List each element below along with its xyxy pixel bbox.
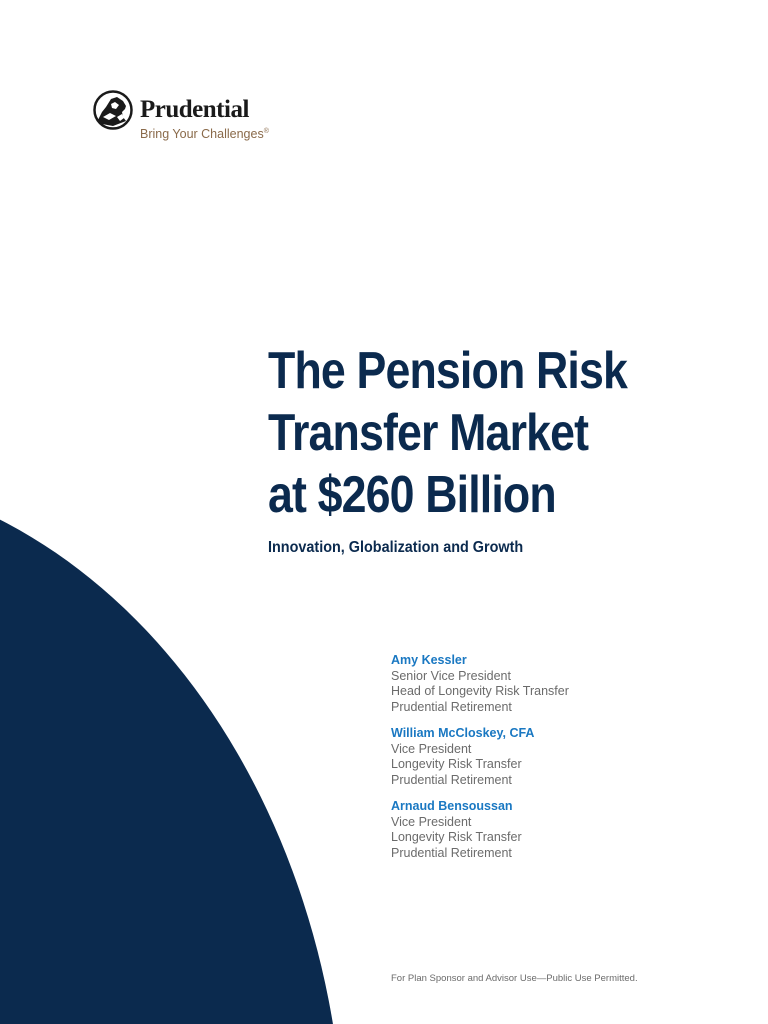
author-name: Arnaud Bensoussan — [391, 799, 513, 813]
author-organization: Prudential Retirement — [391, 772, 512, 787]
author-organization: Prudential Retirement — [391, 845, 512, 860]
document-title — [268, 340, 672, 526]
author-block — [391, 653, 711, 715]
author-role: Longevity Risk Transfer — [391, 757, 522, 771]
author-title: Vice President — [391, 741, 472, 756]
author-name: William McCloskey, CFA — [391, 726, 535, 740]
title-line: Transfer Market — [268, 404, 589, 462]
author-role: Longevity Risk Transfer — [391, 830, 522, 844]
author-title: Senior Vice President — [391, 668, 511, 683]
author-role: Head of Longevity Risk Transfer — [391, 684, 569, 698]
title-line: at $260 Billion — [268, 466, 556, 524]
document-subtitle: Innovation, Globalization and Growth — [268, 539, 524, 556]
title-line: The Pension Risk — [268, 342, 628, 400]
author-block — [391, 799, 711, 861]
author-name: Amy Kessler — [391, 653, 467, 667]
rock-of-gibraltar-icon — [93, 90, 133, 130]
brand-name: Prudential — [140, 96, 249, 123]
usage-disclaimer: For Plan Sponsor and Advisor Use—Public Use Permitted. — [391, 973, 638, 984]
brand-tagline: Bring Your Challenges® — [140, 127, 269, 141]
author-organization: Prudential Retirement — [391, 699, 512, 714]
author-block — [391, 726, 711, 788]
author-title: Vice President — [391, 814, 472, 829]
author-list — [391, 653, 711, 872]
